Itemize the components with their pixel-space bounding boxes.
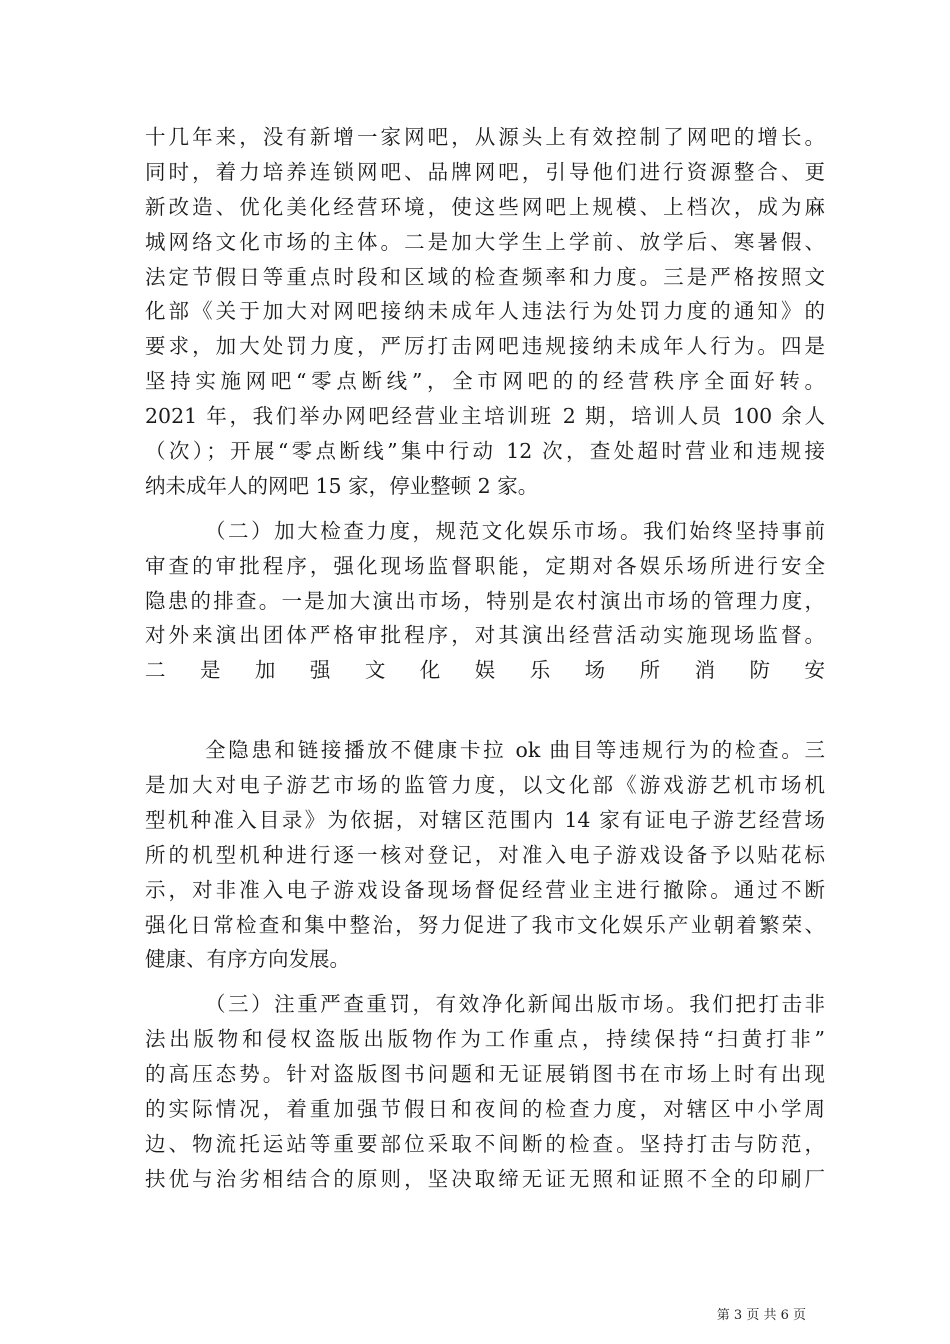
text-line: 纳未成年人的网吧 15 家，停业整顿 2 家。	[145, 473, 539, 498]
text-line: 法定节假日等重点时段和区域的检查频率和力度。三是严格按照文	[145, 264, 825, 289]
paragraph-gap	[145, 977, 825, 987]
text-line: 扶优与治劣相结合的原则，坚决取缔无证无照和证照不全的印刷厂	[145, 1166, 825, 1191]
text-line: 同时，着力培养连锁网吧、品牌网吧，引导他们进行资源整合、更	[145, 159, 825, 184]
text-line: 法出版物和侵权盗版出版物作为工作重点，持续保持“扫黄打非”	[145, 1027, 825, 1052]
paragraph-2	[145, 514, 825, 723]
text-line: 隐患的排查。一是加大演出市场，特别是农村演出市场的管理力度，	[145, 588, 825, 613]
text-line: 型机种准入目录》为依据，对辖区范围内 14 家有证电子游艺经营场	[145, 807, 825, 832]
text-line: 健康、有序方向发展。	[145, 947, 350, 972]
text-line: 示，对非准入电子游戏设备现场督促经营业主进行撤除。通过不断	[145, 877, 825, 902]
text-line	[145, 688, 825, 723]
paragraph-1	[145, 120, 825, 504]
text-line: 是加大对电子游艺市场的监管力度，以文化部《游戏游艺机市场机	[145, 773, 825, 798]
text-line: 对外来演出团体严格审批程序，对其演出经营活动实施现场监督。	[145, 623, 825, 648]
text-line: 的实际情况，着重加强节假日和夜间的检查力度，对辖区中小学周	[145, 1097, 825, 1122]
text-line: 坚持实施网吧“零点断线”，全市网吧的的经营秩序全面好转。	[145, 369, 825, 394]
text-line: （次）；开展“零点断线”集中行动 12 次，查处超时营业和违规接	[145, 439, 825, 464]
text-line: 所的机型机种进行逐一核对登记，对准入电子游戏设备予以贴花标	[145, 842, 825, 867]
text-line: 审查的审批程序，强化现场监督职能，定期对各娱乐场所进行安全	[145, 553, 825, 578]
paragraph-3	[145, 733, 825, 977]
text-line: 全隐患和链接播放不健康卡拉 ok 曲目等违规行为的检查。三	[205, 738, 825, 763]
document-body	[145, 120, 825, 1197]
text-line: 要求，加大处罚力度，严厉打击网吧违规接纳未成年人行为。四是	[145, 334, 825, 359]
text-line: 城网络文化市场的主体。二是加大学生上学前、放学后、寒暑假、	[145, 229, 825, 254]
paragraph-4	[145, 987, 825, 1196]
text-line: 边、物流托运站等重要部位采取不间断的检查。坚持打击与防范，	[145, 1131, 825, 1156]
paragraph-gap	[145, 723, 825, 733]
text-line: 强化日常检查和集中整治，努力促进了我市文化娱乐产业朝着繁荣、	[145, 912, 825, 937]
text-line: 新改造、优化美化经营环境，使这些网吧上规模、上档次，成为麻	[145, 194, 825, 219]
text-line: 2021 年，我们举办网吧经营业主培训班 2 期，培训人员 100 余人	[145, 404, 825, 429]
page-number: 第 3 页 共 6 页	[716, 1308, 806, 1323]
text-line: 二是加强文化娱乐场所消防安	[145, 658, 825, 683]
text-line: （三）注重严查重罚，有效净化新闻出版市场。我们把打击非	[205, 992, 825, 1017]
text-line: （二）加大检查力度，规范文化娱乐市场。我们始终坚持事前	[205, 518, 825, 543]
paragraph-gap	[145, 504, 825, 514]
text-line: 十几年来，没有新增一家网吧，从源头上有效控制了网吧的增长。	[145, 125, 825, 149]
text-line: 的高压态势。针对盗版图书问题和无证展销图书在市场上时有出现	[145, 1062, 825, 1087]
text-line: 化部《关于加大对网吧接纳未成年人违法行为处罚力度的通知》的	[145, 299, 825, 324]
